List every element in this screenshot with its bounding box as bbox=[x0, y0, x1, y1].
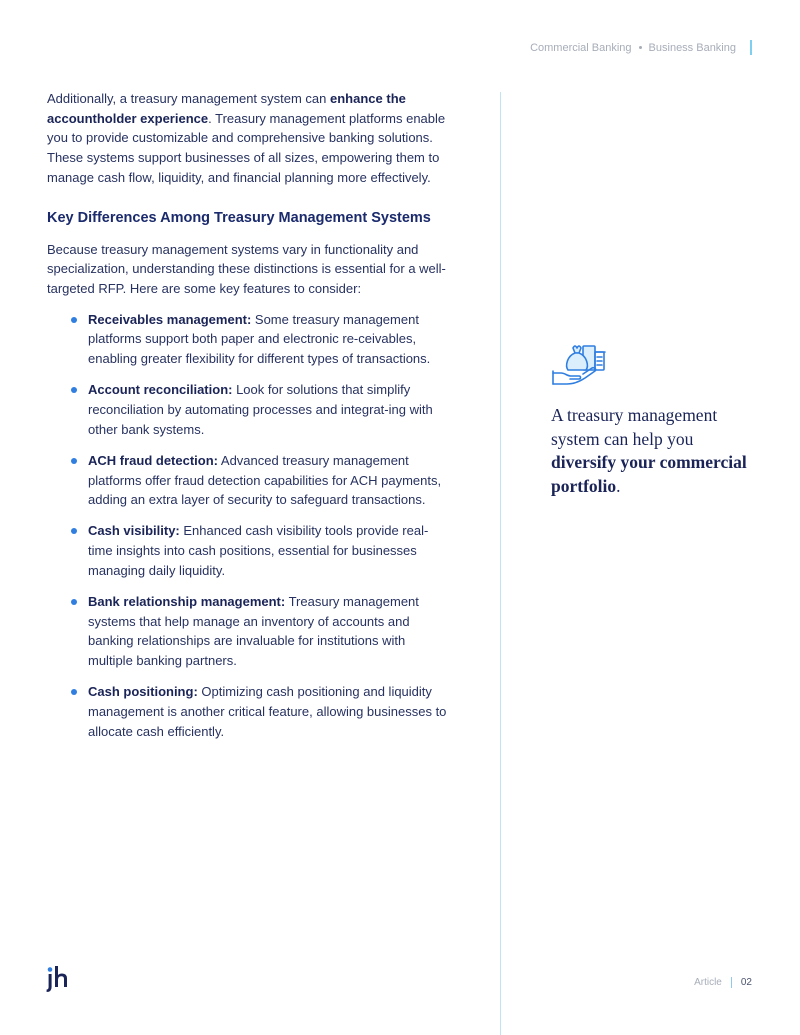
feature-item bbox=[88, 592, 452, 671]
bullet-dot bbox=[71, 458, 77, 464]
feature-text: Optimizing cash positioning and liquidity management is another critical feature, allowing businesses to allocate cash efficiently. bbox=[88, 684, 447, 739]
bullet-dot bbox=[71, 599, 77, 605]
sidebar-callout bbox=[551, 340, 761, 498]
logo-h bbox=[55, 966, 67, 987]
feature-text: Some treasury management platforms support both paper and electronic re-ceivables, enabling greater flexibility for different types of transactions. bbox=[88, 311, 431, 367]
intro-paragraph bbox=[47, 89, 452, 188]
feature-item bbox=[88, 521, 452, 580]
feature-title: Receivables management: bbox=[88, 311, 252, 327]
intro-text-bold: enhance the accountholder experience bbox=[47, 91, 406, 126]
header-accent-bar bbox=[750, 40, 752, 55]
footer-label: Article bbox=[694, 977, 722, 988]
feature-title: ACH fraud detection: bbox=[88, 452, 218, 468]
feature-title: Cash visibility: bbox=[88, 523, 180, 539]
feature-item bbox=[88, 310, 452, 369]
jh-logo bbox=[46, 965, 70, 993]
bullet-dot bbox=[71, 689, 77, 695]
bullet-dot bbox=[71, 317, 77, 323]
feature-text: Advanced treasury management platforms offer fraud detection capabilities for ACH payments, adding an extra layer of security to safeguard transactions. bbox=[88, 452, 442, 508]
feature-title: Bank relationship management: bbox=[88, 594, 286, 610]
column-divider bbox=[500, 92, 501, 1035]
feature-item bbox=[88, 451, 452, 510]
feature-text: Enhanced cash visibility tools provide real-time insights into cash positions, essential for businesses managing daily liquidity. bbox=[88, 523, 429, 578]
breadcrumb-separator-dot bbox=[639, 46, 642, 49]
breadcrumb-business-banking: Business Banking bbox=[648, 41, 736, 54]
hand-money-bag-icon bbox=[551, 340, 607, 388]
feature-item bbox=[88, 682, 452, 741]
feature-list bbox=[47, 310, 452, 742]
bullet-dot bbox=[71, 387, 77, 393]
main-column bbox=[47, 89, 452, 753]
section-heading: Key Differences Among Treasury Management Systems bbox=[47, 209, 431, 226]
header-breadcrumb bbox=[530, 40, 752, 55]
section-lead-paragraph: Because treasury management systems vary in functionality and specialization, understanding these distinctions is essential for a well-targeted RFP. Here are some key features to consider: bbox=[47, 241, 446, 296]
feature-text: Look for solutions that simplify reconciliation by automating processes and integrat-ing with other bank systems. bbox=[88, 382, 433, 437]
quote-text-bold: diversify your commercial portfolio bbox=[551, 452, 747, 496]
page-number: 02 bbox=[740, 977, 752, 988]
footer-separator bbox=[731, 977, 732, 988]
quote-text-pre: A treasury management system can help you bbox=[551, 405, 718, 449]
feature-title: Cash positioning: bbox=[88, 684, 198, 700]
sidebar-quote bbox=[551, 404, 761, 498]
intro-text-post: . Treasury management platforms enable you to provide customizable and comprehensive banking solutions. These systems support businesses of all sizes, empowering them to manage cash flow, liquidity, and financial planning more effectively. bbox=[47, 110, 446, 185]
logo-dot bbox=[48, 967, 53, 972]
footer bbox=[694, 977, 752, 988]
logo-j bbox=[47, 974, 52, 992]
feature-title: Account reconciliation: bbox=[88, 382, 233, 398]
intro-text-pre: Additionally, a treasury management system can bbox=[47, 91, 331, 106]
feature-text: Treasury management systems that help manage an inventory of accounts and banking relationships are invaluable for institutions with multiple banking partners. bbox=[88, 594, 419, 669]
breadcrumb-commercial-banking: Commercial Banking bbox=[530, 41, 632, 54]
bullet-dot bbox=[71, 528, 77, 534]
feature-item bbox=[88, 380, 452, 439]
quote-text-post: . bbox=[616, 475, 621, 496]
